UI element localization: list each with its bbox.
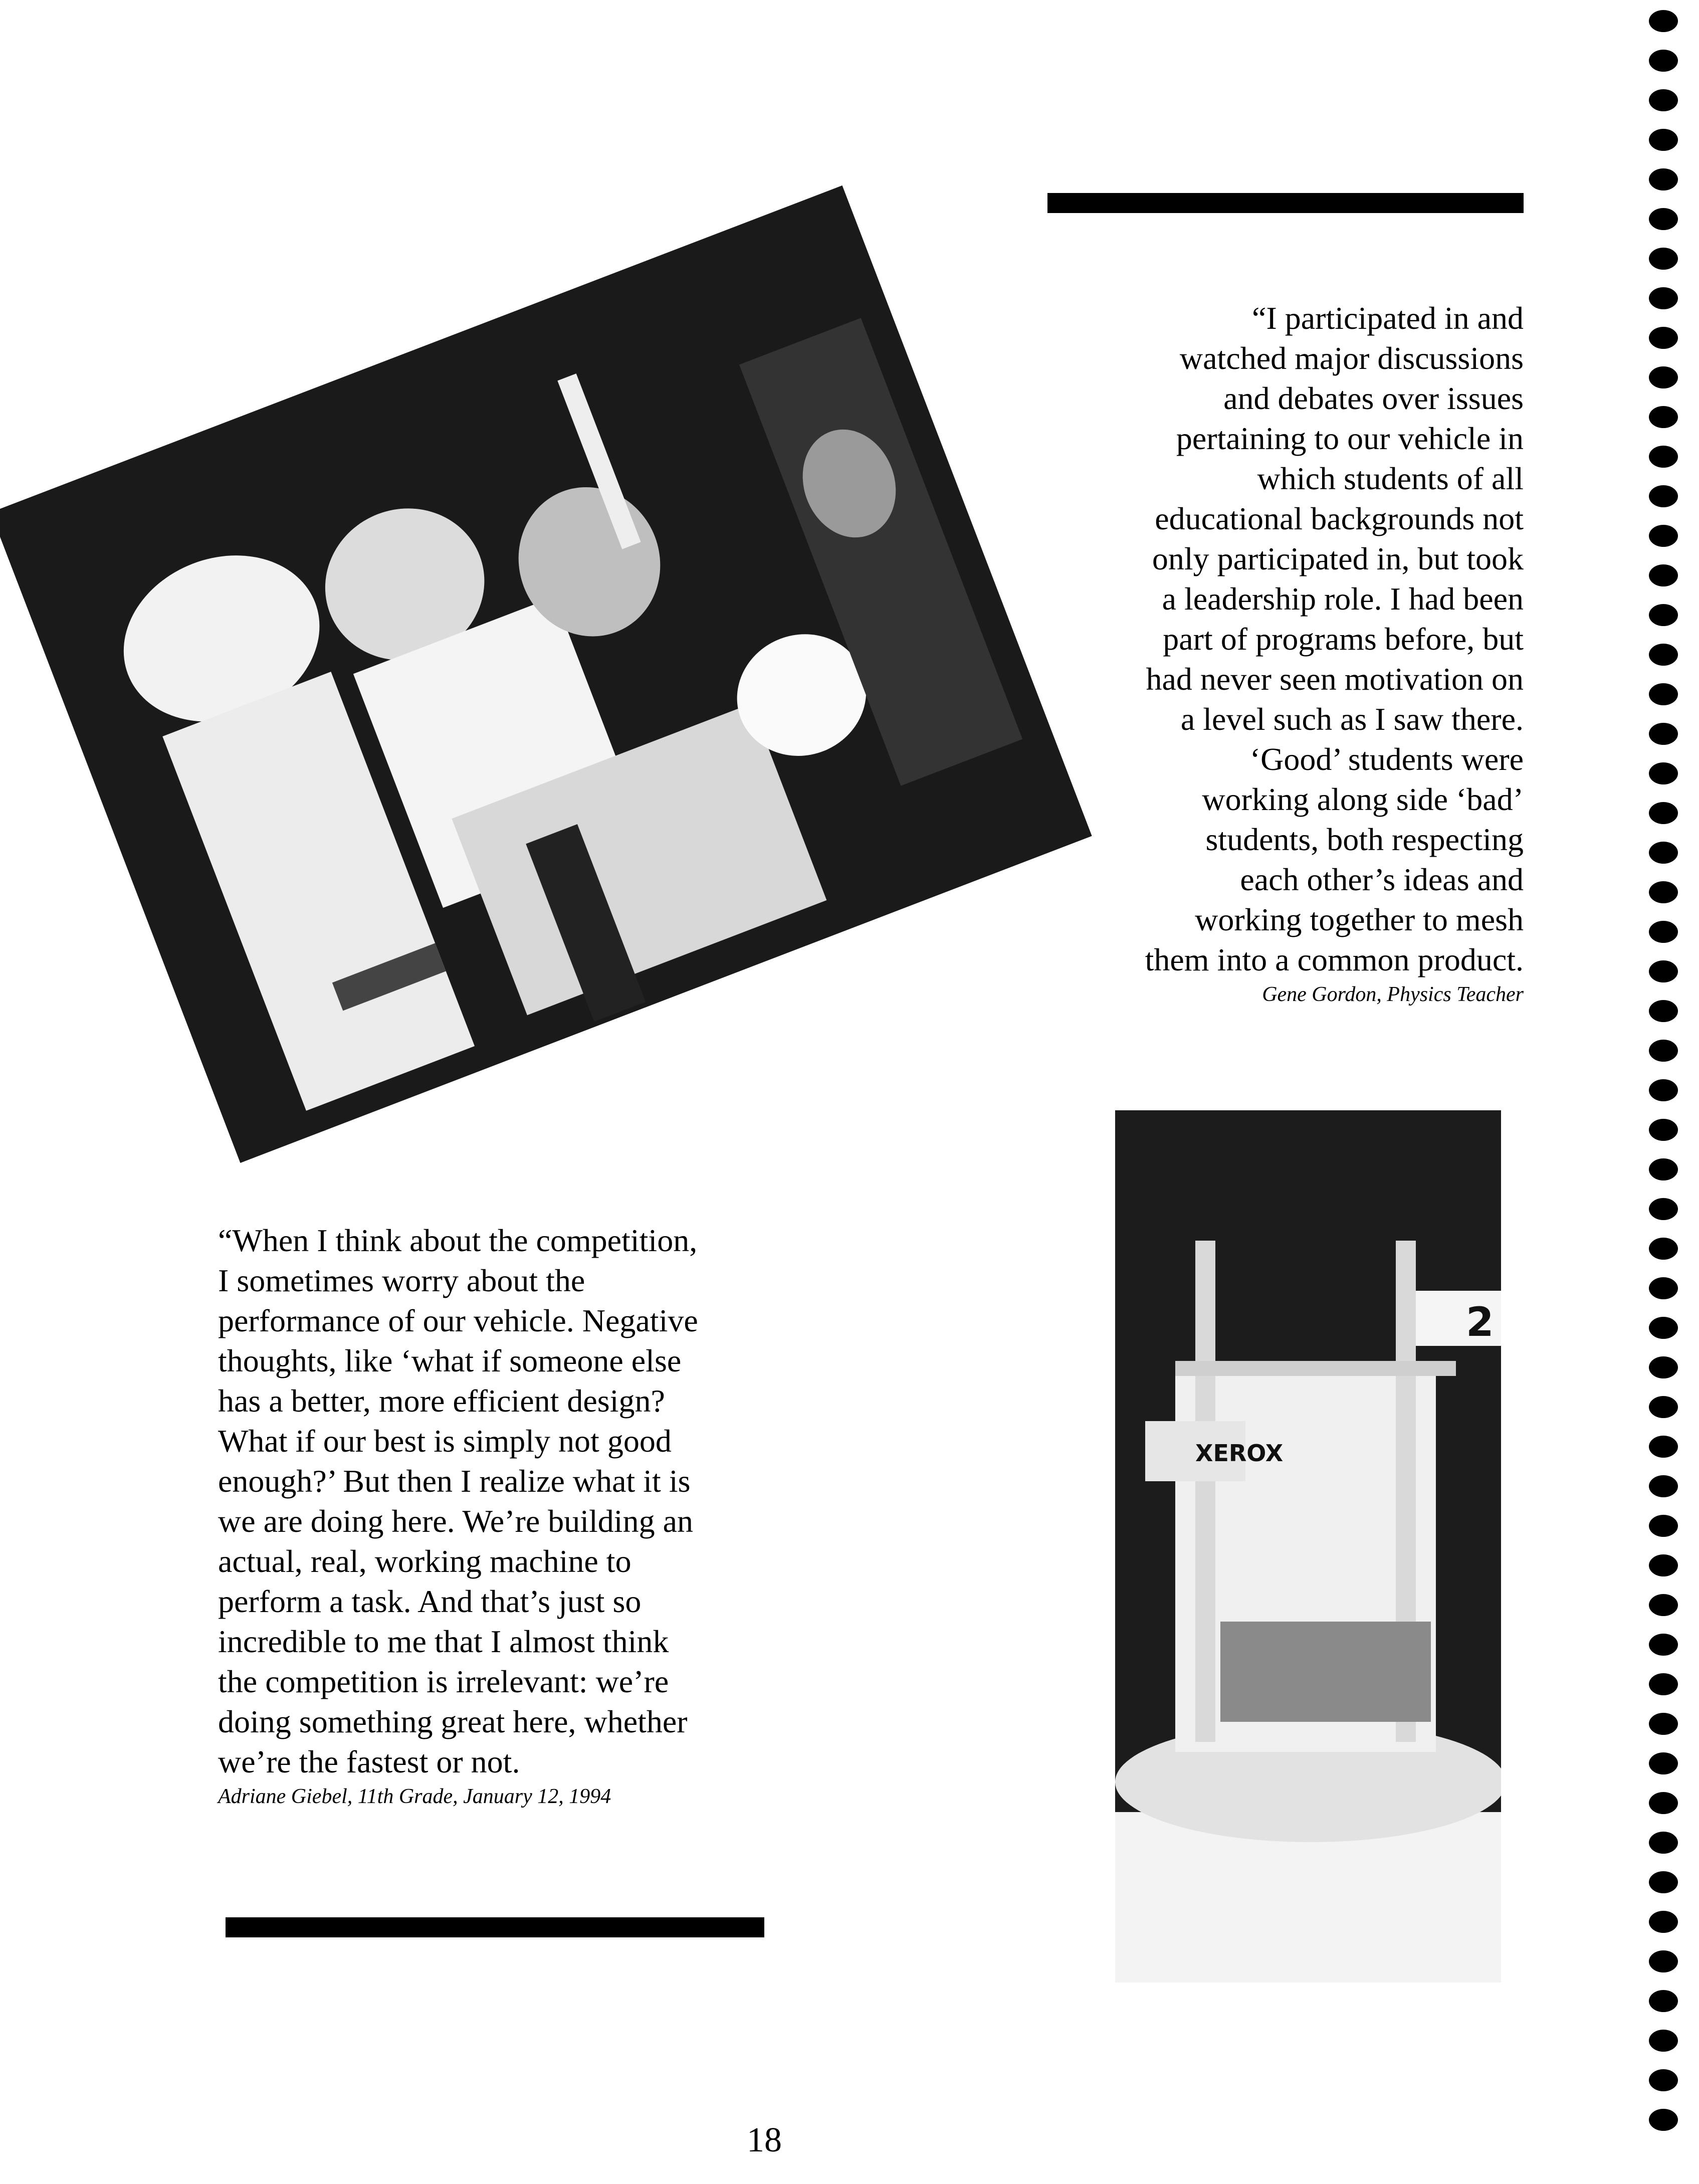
binding-hole-icon [1649,1515,1678,1537]
quote-line: actual, real, working machine to [218,1543,631,1579]
binding-hole-icon [1649,2109,1678,2131]
binding-hole-icon [1649,683,1678,705]
binding-hole-icon [1649,762,1678,784]
binding-hole-icon [1649,406,1678,428]
binding-hole-icon [1649,604,1678,626]
binding-hole-icon [1649,50,1678,72]
binding-hole-icon [1649,2069,1678,2091]
binding-hole-icon [1649,208,1678,230]
robot-vehicle-photo-icon [1115,1110,1501,1982]
vehicle-number-label: 2 [1466,1299,1494,1345]
page-number: 18 [747,2121,782,2159]
students-working-photo-icon [0,185,1092,1163]
quote-line: What if our best is simply not good [218,1423,672,1459]
binding-hole-icon [1649,1356,1678,1378]
quote-line: them into a common product. [1145,942,1524,977]
quote-line: a level such as I saw there. [1180,701,1524,737]
binding-hole-icon [1649,881,1678,903]
student-quote [218,1221,698,1811]
binding-hole-icon [1649,1634,1678,1656]
quote-line: watched major discussions [1179,340,1524,376]
binding-hole-icon [1649,960,1678,982]
binding-hole-icon [1649,1594,1678,1616]
quote-line: which students of all [1257,461,1524,496]
binding-hole-icon [1649,1396,1678,1418]
quote-line: working together to mesh [1195,902,1524,937]
quote-line: “When I think about the competition, [218,1223,698,1258]
binding-hole-icon [1649,1317,1678,1339]
binding-hole-icon [1649,248,1678,270]
quote-line: enough?’ But then I realize what it is [218,1463,691,1499]
binding-hole-icon [1649,1119,1678,1141]
quote-line: students, both respecting [1205,822,1524,857]
binding-hole-icon [1649,842,1678,864]
binding-hole-icon [1649,1871,1678,1893]
students-working-photo [0,185,1092,1163]
binding-hole-icon [1649,1673,1678,1695]
quote-line: a leadership role. I had been [1162,581,1524,617]
binding-hole-icon [1649,921,1678,943]
binding-hole-icon [1649,287,1678,309]
quote-line: only participated in, but took [1152,541,1524,576]
binding-hole-icon [1649,485,1678,507]
quote-line: I sometimes worry about the [218,1263,585,1298]
binding-hole-icon [1649,366,1678,388]
binding-hole-icon [1649,1436,1678,1458]
quote-line: working along side ‘bad’ [1202,781,1524,817]
binding-hole-icon [1649,1752,1678,1774]
quote-line: had never seen motivation on [1146,661,1524,697]
binding-hole-icon [1649,446,1678,468]
quote-line: and debates over issues [1223,380,1524,416]
binding-hole-icon [1649,644,1678,666]
binding-hole-icon [1649,327,1678,349]
bottom-rule [226,1917,764,1937]
binding-hole-icon [1649,1792,1678,1814]
binding-hole-icon [1649,1713,1678,1735]
quote-line: educational backgrounds not [1155,501,1524,536]
quote-line: we are doing here. We’re building an [218,1503,693,1539]
binding-hole-icon [1649,10,1678,32]
quote-line: each other’s ideas and [1240,862,1524,897]
top-rule [1047,193,1524,213]
binding-hole-icon [1649,564,1678,586]
binding-hole-icon [1649,525,1678,547]
quote-attribution: Adriane Giebel, 11th Grade, January 12, 1994 [218,1785,611,1808]
quote-attribution: Gene Gordon, Physics Teacher [1262,983,1524,1006]
quote-line: doing something great here, whether [218,1704,688,1739]
quote-line: performance of our vehicle. Negative [218,1303,698,1338]
binding-hole-icon [1649,1475,1678,1497]
binding-hole-icon [1649,1198,1678,1220]
binding-hole-icon [1649,1238,1678,1260]
quote-line: part of programs before, but [1163,621,1524,657]
binding-hole-icon [1649,168,1678,190]
binding-hole-icon [1649,1832,1678,1854]
quote-line: has a better, more efficient design? [218,1383,665,1419]
quote-line: ‘Good’ students were [1249,741,1524,777]
binding-hole-icon [1649,1990,1678,2012]
quote-line: the competition is irrelevant: we’re [218,1664,669,1699]
quote-line: “I participated in and [1252,300,1524,336]
quote-line: perform a task. And that’s just so [218,1583,642,1619]
binding-hole-icon [1649,89,1678,111]
binding-hole-icon [1649,802,1678,824]
quote-line: incredible to me that I almost think [218,1624,669,1659]
binding-hole-icon [1649,1000,1678,1022]
binding-hole-icon [1649,1040,1678,1062]
quote-line: pertaining to our vehicle in [1176,421,1524,456]
binding-hole-icon [1649,129,1678,151]
binding-holes [1649,10,1684,2148]
quote-line: we’re the fastest or not. [218,1744,520,1779]
vehicle-brand-label: XEROX [1195,1440,1284,1467]
binding-hole-icon [1649,1158,1678,1180]
binding-hole-icon [1649,723,1678,745]
binding-hole-icon [1649,2030,1678,2052]
binding-hole-icon [1649,1554,1678,1576]
robot-vehicle-photo [1115,1110,1501,1982]
binding-hole-icon [1649,1911,1678,1933]
binding-hole-icon [1649,1950,1678,1972]
quote-line: thoughts, like ‘what if someone else [218,1343,682,1378]
binding-hole-icon [1649,1277,1678,1299]
binding-hole-icon [1649,1079,1678,1101]
teacher-quote [1145,298,1524,1009]
